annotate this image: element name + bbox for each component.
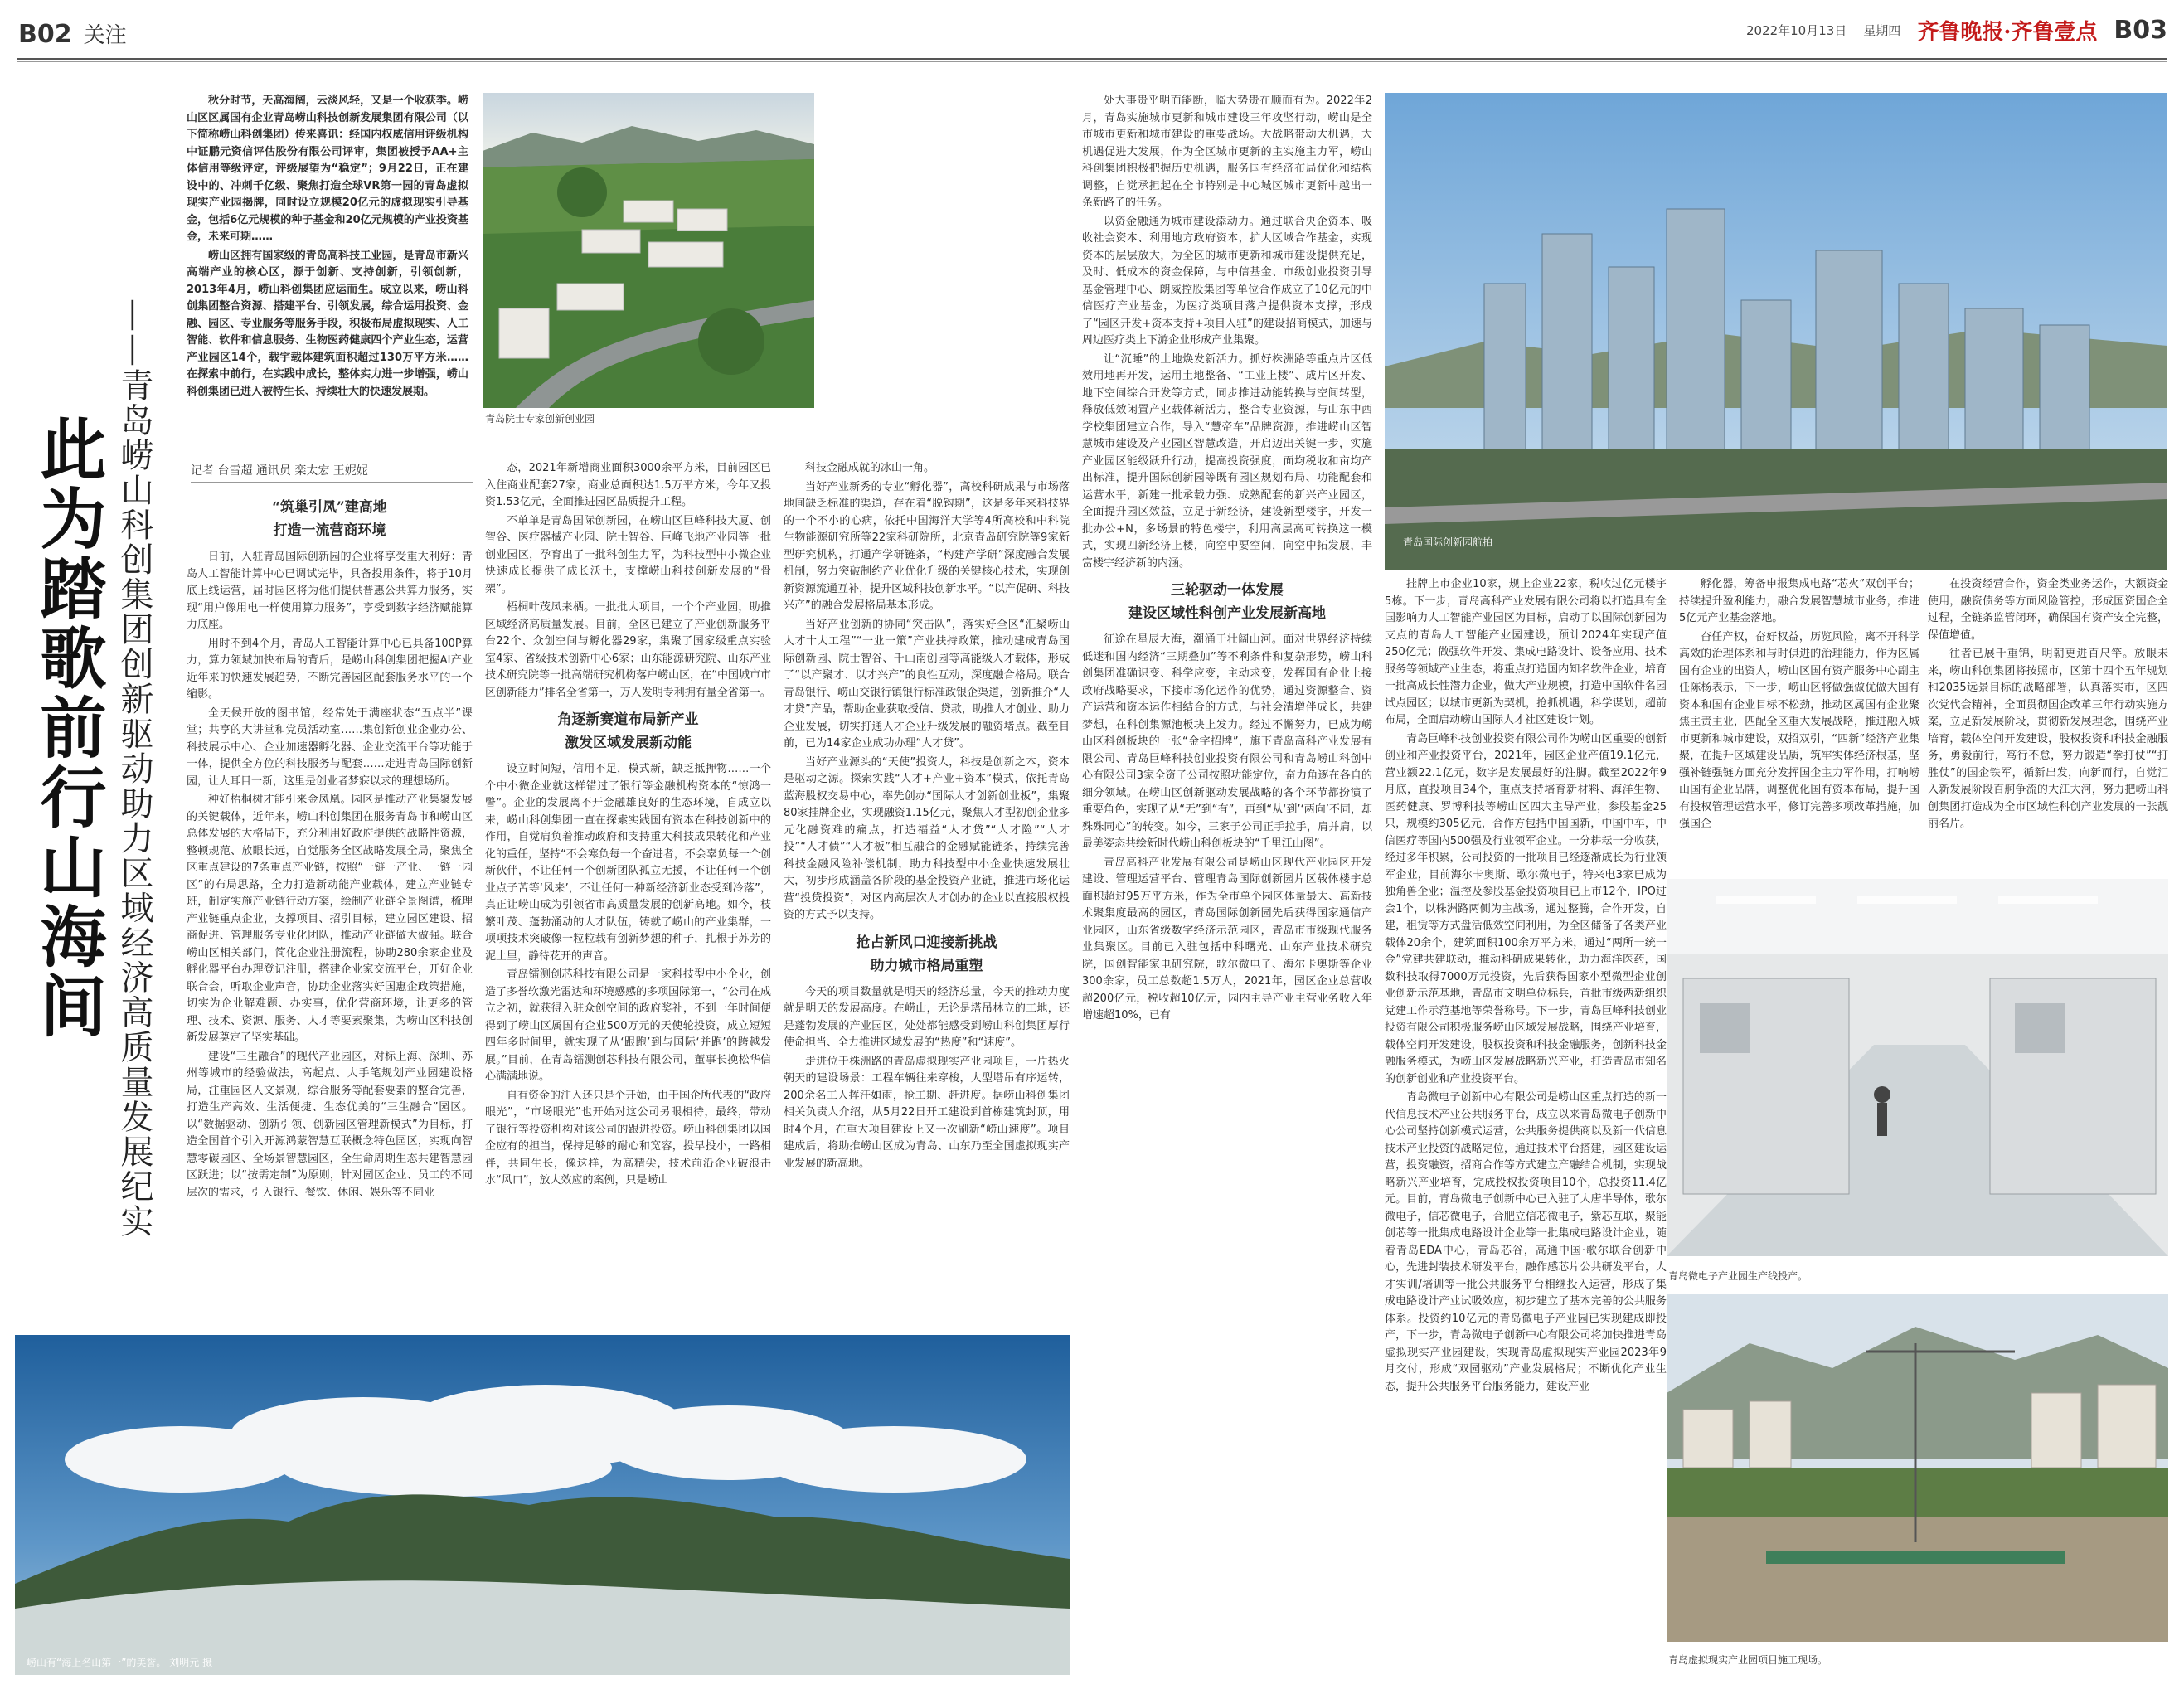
article-column-7 — [1928, 576, 2168, 862]
headline: 此为踏歌前行山海间 — [29, 415, 107, 1041]
paragraph: 当好产业创新的协同“突击队”，落实好全区“汇聚崂山人才十大工程”“一业一策”产业扶持政策，推动建成青岛国际创新园、院士智谷、千山南创园等高能级人才载体，形成了“以产聚才、以才兴产”的良性互动，深度融合格局。联合青岛银行、崂山交银行镇银行标准政银企渠道，创新推介“人才贷”产品，帮助企业获取授信、贷款，助推人才创业、助力企业发展，切实打通人才企业升级发展的融资堵点。截至目前，已为14家企业成功办理“人才贷”。 — [784, 618, 1070, 750]
paragraph: 梧桐叶茂凤来栖。一批批大项目，一个个产业园，助推区域经济高质量发展。目前，全区已建立了产业创新服务平台22个、众创空间与孵化器29家，集聚了国家级重点实验室4家、省级技术创新中心6家；山东能源研究院、山东产业技术研究院等一批高端研究机构落户崂山区，在“中国城市市区创新能力”排名全省第一，万人发明专利拥有量全省第一。 — [485, 601, 771, 699]
right-page-number: B03 — [2114, 16, 2167, 45]
subheadline: ——青岛崂山科创集团创新驱动助力区域经济高质量发展纪实 — [115, 299, 153, 1239]
section-heading-line: 建设区域性科创产业发展新高地 — [1128, 605, 1326, 622]
laoshan-mountain-photo — [15, 1335, 1070, 1675]
issue-date: 2022年10月13日 — [1745, 23, 1847, 38]
article-column-6 — [1679, 576, 1919, 862]
section-heading-line: “筑巢引凤”建高地 — [272, 499, 387, 516]
left-page-header — [18, 18, 127, 49]
section-heading — [784, 931, 1070, 978]
campus-photo-caption: 青岛院士专家创新创业园 — [485, 413, 595, 425]
newspaper-logo: 齐鲁晚报·齐鲁壹点 — [1917, 20, 2098, 45]
right-page-header — [1746, 15, 2167, 46]
intro-paragraph: 崂山区拥有国家级的青岛高科技工业园，是青岛市新兴高端产业的核心区，源于创新、支持创新，引领创新，2013年4月，崂山科创集团应运而生。成立以来，崂山科创集团整合资源、搭建平台、引领发展，综合运用投资、金融、园区、专业服务等服务手段，积极布局虚拟现实、人工智能、软件和信息服务、生物医药健康四个产业生态，运营产业园区14个，载宇载体建筑面积超过130万平方米……在探索中前行，在实践中成长，整体实力进一步增强，崂山科创集团已进入被特生长、持续壮大的快速发展期。 — [187, 249, 468, 398]
laoshan-photo-caption: 崂山有“海上名山第一”的美誉。 刘明元 摄 — [27, 1657, 213, 1668]
paragraph: 种好梧桐树才能引来金凤凰。园区是推动产业集聚发展的关键载体，近年来，崂山科创集团在服务青岛市和崂山区总体发展的大格局下，充分利用好政府提供的战略性资源，整顿规范、放眼长远，自觉服务全区战略发展全局，聚焦全区重点建设的7条重点产业链，按照“一链一产业、一链一园区”的布局思路，全力打造新动能产业载体，建立产业链专班，制定实施产业链行动方案，绘制产业链全景图谱，梳理产业链重点企业，支撑项目、招引目标，建立园区建设、招商促进、管理服务专业化团队，推动产业链做大做强。联合崂山区相关部门，简化企业注册流程，协助280余家企业及孵化器平台办理登记注册，搭建企业家交流平台，开好企业联合会，听取企业声音，协助企业落实好国惠企政策措施，切实为企业解难题、办实事，优化营商环境，让更多的管理、技术、资源、服务、人才等要素聚集，为崂山区科技创新发展奠定了坚实基础。 — [187, 794, 473, 1044]
microelectronics-lab-photo — [1667, 879, 2168, 1256]
article-column-1 — [187, 489, 473, 1331]
construction-photo-caption: 青岛虚拟现实产业园项目施工现场。 — [1668, 1654, 1828, 1666]
header-rule-thin — [17, 61, 2167, 62]
section-heading-line: 打造一流营商环境 — [273, 522, 386, 539]
article-column-2 — [485, 460, 771, 1331]
lab-photo-caption: 青岛微电子产业园生产线投产。 — [1668, 1270, 1808, 1282]
paragraph: 征途在星辰大海，潮涌于壮阔山河。面对世界经济持续低迷和国内经济“三期叠加”等不利条件和复杂形势，崂山科创集团准确识变、科学应变，主动求变，发挥国有企业上接政府战略要求，下接市场化运作的优势，通过资源整合、资产运营和资本运作相结合的方式，与社会清增伴成长，共建梦想，在科创集源池板块上发力。经过不懈努力，已成为崂山区科创板块的一张“金字招牌”，旗下青岛高科产业发展有限公司、青岛巨峰科技创业投资有限公司和青岛崂山科创中心有限公司3家全资子公司按照功能定位，奋力角逐在各自的细分领域。在崂山区创新驱动发展战略的各个环节都扮演了重要角色，实现了从“无”到“有”，再到“从‘到’‘两向’不同，却殊殊同心”的转变。如今，三家子公司正手拉手，肩并肩，以最美姿态共绘新时代崂山科创板块的“千里江山图”。 — [1082, 633, 1372, 850]
campus-photo — [483, 93, 814, 408]
section-heading-line: 激发区域发展新动能 — [565, 735, 692, 751]
section-heading — [187, 496, 473, 542]
byline: 记者 台雪超 通讯员 栾太宏 王妮妮 — [191, 462, 473, 483]
left-page-number: B02 — [18, 20, 72, 49]
paragraph: 青岛镭测创芯科技有限公司是一家科技型中小企业，创造了多誉软激光雷达和环境感感的多项国际第一，“公司在成立之初，就获得入驻众创空间的政府奖补，不到一年时间便得到了崂山区属国有企业500万元的天使轮投资，成立短短四年多时间里，就实现了从‘跟跑’到与国际‘并跑’的跨越发展。”目前，在青岛镭测创芯科技有限公司，董事长挽松华信心满满地说。 — [485, 968, 771, 1083]
left-section-name: 关注 — [83, 23, 127, 48]
paragraph: 让“沉睡”的土地焕发新活力。抓好株洲路等重点片区低效用地再开发，运用土地整备、“工业上楼”、成片区开发、地下空间综合开发等方式，同步推进动能转换与空间转型，释放低效闲置产业载体新活力，整合专业资源，与山东中西学校集团建立合作，导入“慧帝车”品牌资源，推进崂山区智慧城市建设及产业园区智慧改造，开启迈出关键一步，实施产业园区能级跃升行动，提高投资强度，面均税收和亩均产出标准，提升国际创新园等既有园区规划布局、功能配套和运营水平，新建一批承载力强、成熟配套的新兴产业园区，全面提升园区效益，立足于新经济，建设新型楼宇，开发一批办公+N，多场景的特色楼宇，利用高层高可转换这一模式，实现四新经济上楼，向空中要空间，向空中拓发展，丰富楼宇经济新的内涵。 — [1082, 352, 1372, 570]
issue-weekday: 星期四 — [1863, 23, 1901, 38]
paragraph: 在投资经营合作，资金类业务运作，大额资金使用，融资债务等方面风险管控，形成国资国企全过程，全链条监管闭环，确保国有资产安全完整，保值增值。 — [1928, 578, 2168, 642]
paragraph: 科技金融成就的冰山一角。 — [805, 462, 935, 474]
paragraph: 自有资金的注入还只是个开始，由于国企所代表的“政府眼光”，“市场眼光”也开始对这公司另眼相待，最终，带动了银行等投资机构对该公司的跟进投资。崂山科创集团以国企应有的担当，保持足够的耐心和宽容，投早投小，一路相伴，共同生长，像这样，为高精尖，技术前沿企业破浪击水“风口”，放大效应的案例，只是崂山 — [485, 1089, 771, 1187]
paragraph: 今天的项目数量就是明天的经济总量，今天的推动力度就是明天的发展高度。在崂山，无论是塔吊林立的工地，还是蓬勃发展的产业园区，处处都能感受到崂山科创集团厚行使命担当、全力推进区域发展的“热度”和“速度”。 — [784, 985, 1070, 1049]
paragraph: 青岛巨峰科技创业投资有限公司作为崂山区重要的创新创业和产业投资平台，2021年，园区企业产值19.1亿元，营业额22.1亿元，数字是发展最好的注脚。截至2022年9月底，直投项目34个，重点支持培育新材料、海洋生物、医药健康、罗博科技等崂山区四大主导产业，参股基金25只，规模约305亿元，合作方包括中国国新，中国中车，中信医疗等国内500强及行业领军企业。一分耕耘一分收获，经过多年积累，公司投资的一批项目已经逐渐成长为行业领军企业，目前海尔卡奥斯、歌尔微电子，特来电3家已成为独角兽企业；温控及参股基金投资项目已上市12个，IPO过会1个，以株洲路两侧为主战场，通过整腾，合作开发，自建，租赁等方式盘活低效空间利用，为全区储备了各类产业载体20余个，建筑面积100余万平方米，通过“两所一统一金”党建共建联动，推动科研成果转化，助力海洋医药，国数科技取得7000万元投资，先后获得国家小型微型企业创业创新示范基地，青岛市文明单位标兵，首批市级两新组织党建工作示范基地等荣誉称号。下一步，青岛巨峰科技创业投资有限公司积极服务崂山区域发展战略，围绕产业培育，载体空间开发建设，股权投资和科技金融服务，创新科技金融服务模式，为崂山区发展战略新兴产业，打造青岛市知名的创新创业和产业投资平台。 — [1385, 732, 1667, 1085]
aerial-photo-caption: 青岛国际创新园航拍 — [1403, 536, 1493, 548]
paragraph: 全天候开放的图书馆，经常处于满座状态“五点半”课堂；共享的大讲堂和党员活动室……集创新创业企业办公、科技展示中心、企业加速器孵化器、企业交流平台等功能于一体，提供全方位的科技服务与配套……走进青岛国际创新园，让人耳目一新，这里是创业者梦寐以求的理想场所。 — [187, 706, 473, 788]
section-heading-line: 角逐新赛道布局新产业 — [557, 711, 699, 728]
paragraph: 孵化器，筹备申报集成电路“芯火”双创平台；持续提升盈利能力，融合发展智慧城市业务，推进5亿元产业基金落地。 — [1679, 578, 1919, 624]
construction-site-photo — [1667, 1294, 2168, 1642]
paragraph: 以资金融通为城市建设添动力。通过联合央企资本、吸收社会资本、利用地方政府资本，扩大区域合作基金，实现资本的层层放大，为全区的城市更新和城市建设提供充足，及时、低成本的资金保障，与中信基金、市级创业投资引导基金管理中心、朗威控股集团等单位合作成立了10亿元的中信医疗产业基金，为医疗类项目落户提供资本支撑，形成了“园区开发+资本支持+项目入驻”的建设招商模式，加速与周边医疗类上下游企业形成产业集聚。 — [1082, 215, 1372, 347]
paragraph: 走进位于株洲路的青岛虚拟现实产业园项目，一片热火朝天的建设场景：工程车辆往来穿梭，大型塔吊有序运转，200余名工人挥汗如雨，抢工期、赶进度。据崂山科创集团相关负责人介绍，从5月22日开工建设到首栋建筑封顶，用时4个月，在重大项目建设上又一次刷新“崂山速度”。项目建成后，将助推崂山区成为青岛、山东乃至全国虚拟现实产业发展的新高地。 — [784, 1055, 1070, 1170]
paragraph: 奋任产权，奋好权益，历览风险，离不开科学高效的治理体系和与时俱进的治理能力，作为区属国有企业的出资人，崂山区国有资产服务中心副主任陈杨表示，下一步，崂山区将做强做优做大国有资本和国有企业目标不松劲，推动区属国有企业聚焦主责主业，匹配全区重大发展战略，推进融入城市更新和城市建设，双招双引，“四新”经济产业集聚，在提升区域建设品质，筑牢实体经济根基，坚强补链强链方面充分发挥国企主力军作用，打响崂山国有企业品牌，调整优化国有资本布局，提升国有投权管理运营水平，修订完善多项改革措施，加强国企 — [1679, 630, 1919, 830]
paragraph: 设立时间短，信用不足，模式新，缺乏抵押物……一个个中小微企业就这样错过了银行等金融机构资本的“惊鸿一瞥”。企业的发展离不开金融雄良好的生态环境，自成立以来，崂山科创集团一直在探索实践国有资本在科技创新中的作用，自觉肩负着推动政府和支持重大科技成果转化和产业化的重任，坚持“不会寒负每一个奋进者，不会辜负每一个创新伙伴，不让任何一个创新团队孤立无援，不让任何一个创业点子苦等‘风来’，不让任何一种新经济新业态受到冷落”，真正让崂山成为引领省市高质量发展的创新高地。如今，枝繁叶茂、蓬勃涌动的人才队伍，铸就了崂山的产业集群，一项项技术突破像一粒粒载有创新梦想的种子，扎根于苏芳的泥土里，静待花开的声音。 — [485, 763, 771, 963]
paragraph: 当好产业源头的“天使”投资人，科技是创新之本，资本是驱动之源。探索实践“人才+产业+资本”模式，依托青岛蓝海股权交易中心，率先创办“国际人才创新创业板”，集聚80家挂牌企业，实现融资1.15亿元，聚焦人才型初创企业多元化融资难的痛点，打造福益“人才贷”“人才险”“人才投”“人才债”“人才板”相互融合的金融赋能链条，持续完善科技金融风险补偿机制，助力科技型中小企业快速发展壮大，初步形成涵盖各阶段的基金投资产业链，推进市场化运营“投贷投资”，对区内高层次人才创办的企业以直接股权投资的方式予以支持。 — [784, 755, 1070, 921]
paragraph: 日前，入驻青岛国际创新园的企业将享受重大利好：青岛人工智能计算中心已调试完毕，具备投用条件，将于10月底上线运营，届时园区将为他们提供普惠公共算力服务，实现“用户像用电一样使用算力服务”，享受到数字经济赋能算力底座。 — [187, 551, 473, 631]
section-heading-line: 助力城市格局重塑 — [870, 957, 983, 974]
section-heading-line: 三轮驱动一体发展 — [1171, 582, 1284, 599]
paragraph: 当好产业新秀的专业“孵化器”，高校科研成果与市场落地间缺乏标准的渠道，存在着“脱钩期”，这是多年来科技界的一个不小的心病，依托中国海洋大学等4所高校和中科院生物能源研究所等22家科研院所，北京青岛研究院等9家新型研究机构，打通产学研链条，“构建产学研”深度融合发展机制，努力突破制约产业优化升级的关键核心技术，实现创新资源流通互补，提升区域科技创新水平。“以产促研、科技兴产”的融合发展格局基本形成。 — [784, 480, 1070, 612]
paragraph: 青岛高科产业发展有限公司是崂山区现代产业园区开发建设、管理运营平台、管理青岛国际创新园片区载体楼宇总面积超过95万平方米，作为全市单个园区体量最大、高新技术聚集度最高的园区，青岛国际创新园先后获得国家通信产业园区，山东省级数字经济示范园区，青岛市市级现代服务业集聚区。目前已入驻包括中科曙光、山东产业技术研究院，国创智能家电研究院，歌尔微电子、海尔卡奥斯等企业300余家，员工总数超1.5万人，2021年，园区企业总营收超200亿元，税收超10亿元，园内主导产业主营业务收入年增速超10%，已有 — [1082, 856, 1372, 1022]
innovation-park-aerial-photo — [1385, 93, 2167, 570]
section-heading — [1082, 579, 1372, 625]
paragraph: 挂牌上市企业10家，规上企业22家，税收过亿元楼宇5栋。下一步，青岛高科产业发展有限公司将以打造具有全国影响力人工智能产业园区为目标，启动了以国际创新园为支点的青岛人工智能产业园建设，预计2024年实现产值250亿元；做强软件开发、集成电路设计、设备应用、技术服务等领域产业生态，将重点打造国内知名软件企业，培育一批高成长性潜力企业，做大产业规模，打造中国软件名园试点园区；以城市更新为契机，抢抓机遇，科学谋划，超前布局，全面启动崂山国际人才社区建设计划。 — [1385, 578, 1667, 726]
paragraph: 态，2021年新增商业面积3000余平方米，目前园区已入住商业配套27家，商业总面积达1.5万平方米，今年又投资1.53亿元，全面推进园区品质提升工程。 — [485, 462, 771, 508]
paragraph: 不单单是青岛国际创新园，在崂山区巨峰科技大厦、创智谷、医疗器械产业园、院士智谷、巨峰飞地产业园等一批创业园区，孕育出了一批科创生力军，为科技型中小微企业快速成长提供了成长沃土，支撑崂山科技创新发展的“骨架”。 — [485, 514, 771, 595]
header-rule — [17, 58, 2167, 60]
intro-block — [187, 93, 468, 458]
paragraph: 青岛微电子创新中心有限公司是崂山区重点打造的新一代信息技术产业公共服务平台，成立以来青岛微电子创新中心公司坚持创新模式运营，公共服务提供商以及新一代信息技术产业投资的战略定位，通过技术平台搭建，园区建设运营，投资融资，招商合作等方式建立产融结合机制，实现战略新兴产业培育，完成投权投资项目10个，总投资11.4亿元。目前，青岛微电子创新中心已入驻了大唐半导体，歌尔微电子，信芯微电子，合肥立信芯微电子，紫芯互联，聚能创芯等一批集成电路设计企业等一批集成电路设计企业，随着青岛EDA中心，青岛芯谷，高通中国·歌尔联合创新中心，先进封装技术研发平台，融作感芯片公共研发平台，人才实训/培训等一批公共服务平台相继投入运营，形成了集成电路设计产业试吸效应，初步建立了基本完善的公共服务体系。投资约10亿元的青岛微电子产业园已实现建成即投产，下一步，青岛微电子创新中心有限公司将加快推进青岛虚拟现实产业园建设，实现青岛虚拟现实产业园2023年9月交付，形成“双园驱动”产业发展格局；不断优化产业生态，提升公共服务平台服务能力，建设产业 — [1385, 1091, 1667, 1393]
section-heading — [485, 708, 771, 755]
paragraph: 建设“三生融合”的现代产业园区，对标上海、深圳、苏州等城市的经验做法，高起点、大手笔规划产业园建设格局，注重园区人文景观，综合服务等配套要素的整合完善，打造生产高效、生活便捷、生态优美的“三生融合”园区。以“数据驱动、创新引领、创新园区管理新模式”为目标，打造全国首个引入开源鸿蒙智慧互联概念特色园区，实现向智慧零碳园区、全场景智慧园区，全生命周期生态共建智慧园区跃进；以“按需定制”为原则，针对园区企业、员工的不同层次的需求，引入银行、餐饮、休闲、娱乐等不同业 — [187, 1050, 473, 1199]
paragraph: 用时不到4个月，青岛人工智能计算中心已具备100P算力，算力领域加快布局的背后，是崂山科创集团把握AI产业近年来的快速发展趋势，不断完善园区配套服务水平的一个缩影。 — [187, 637, 473, 701]
article-column-4 — [1082, 93, 1372, 1619]
article-column-5 — [1385, 576, 1667, 1679]
section-heading-line: 抢占新风口迎接新挑战 — [856, 934, 997, 951]
intro-paragraph: 秋分时节，天高海阔，云淡风轻，又是一个收获季。崂山区区属国有企业青岛崂山科技创新发展集团有限公司（以下简称崂山科创集团）传来喜讯：经国内权威信用评级机构中证鹏元资信评估股份有限公司评审，集团被授予AA+主体信用等级评定，评级展望为“稳定”；9月22日，正在建设中的、冲刺千亿级、聚焦打造全球VR第一园的青岛虚拟现实产业园揭牌，同时设立规模20亿元的虚拟现实引导基金，包括6亿元规模的种子基金和20亿元规模的产业投资基金，未来可期…… — [187, 95, 468, 243]
paragraph: 往者已展千重锦，明朝更进百尺竿。放眼未来，崂山科创集团将按照市，区第十四个五年规划和2035远景目标的战略部署，认真落实市，区四次党代会精神，全面贯彻国企改革三年行动实施方案，立足新发展阶段，贯彻新发展理念，围绕产业培育，载体空间开发建设，股权投资和科技金融服务，勇毅前行，笃行不怠，努力锻造“拳打仗”“打胜仗”的国企铁军，循新出发，向新而行，自觉汇入新发展阶段百舸争流的大江大河，努力把崂山科创集团打造成为全市区域性科创产业发展的一张靓丽名片。 — [1928, 648, 2168, 830]
article-column-3 — [784, 460, 1070, 1331]
paragraph: 处大事贵乎明而能断，临大势贵在顺而有为。2022年2月，青岛实施城市更新和城市建设三年攻坚行动，崂山是全市城市更新和城市建设的重要战场。大战略带动大机遇，大机遇促进大发展，作为全区城市更新的主实施主力军，崂山科创集团积极把握历史机遇，服务国有经济布局优化和结构调整，自觉承担起在全市特别是中心城区城市更新中越出一条新路子的任务。 — [1082, 95, 1372, 209]
